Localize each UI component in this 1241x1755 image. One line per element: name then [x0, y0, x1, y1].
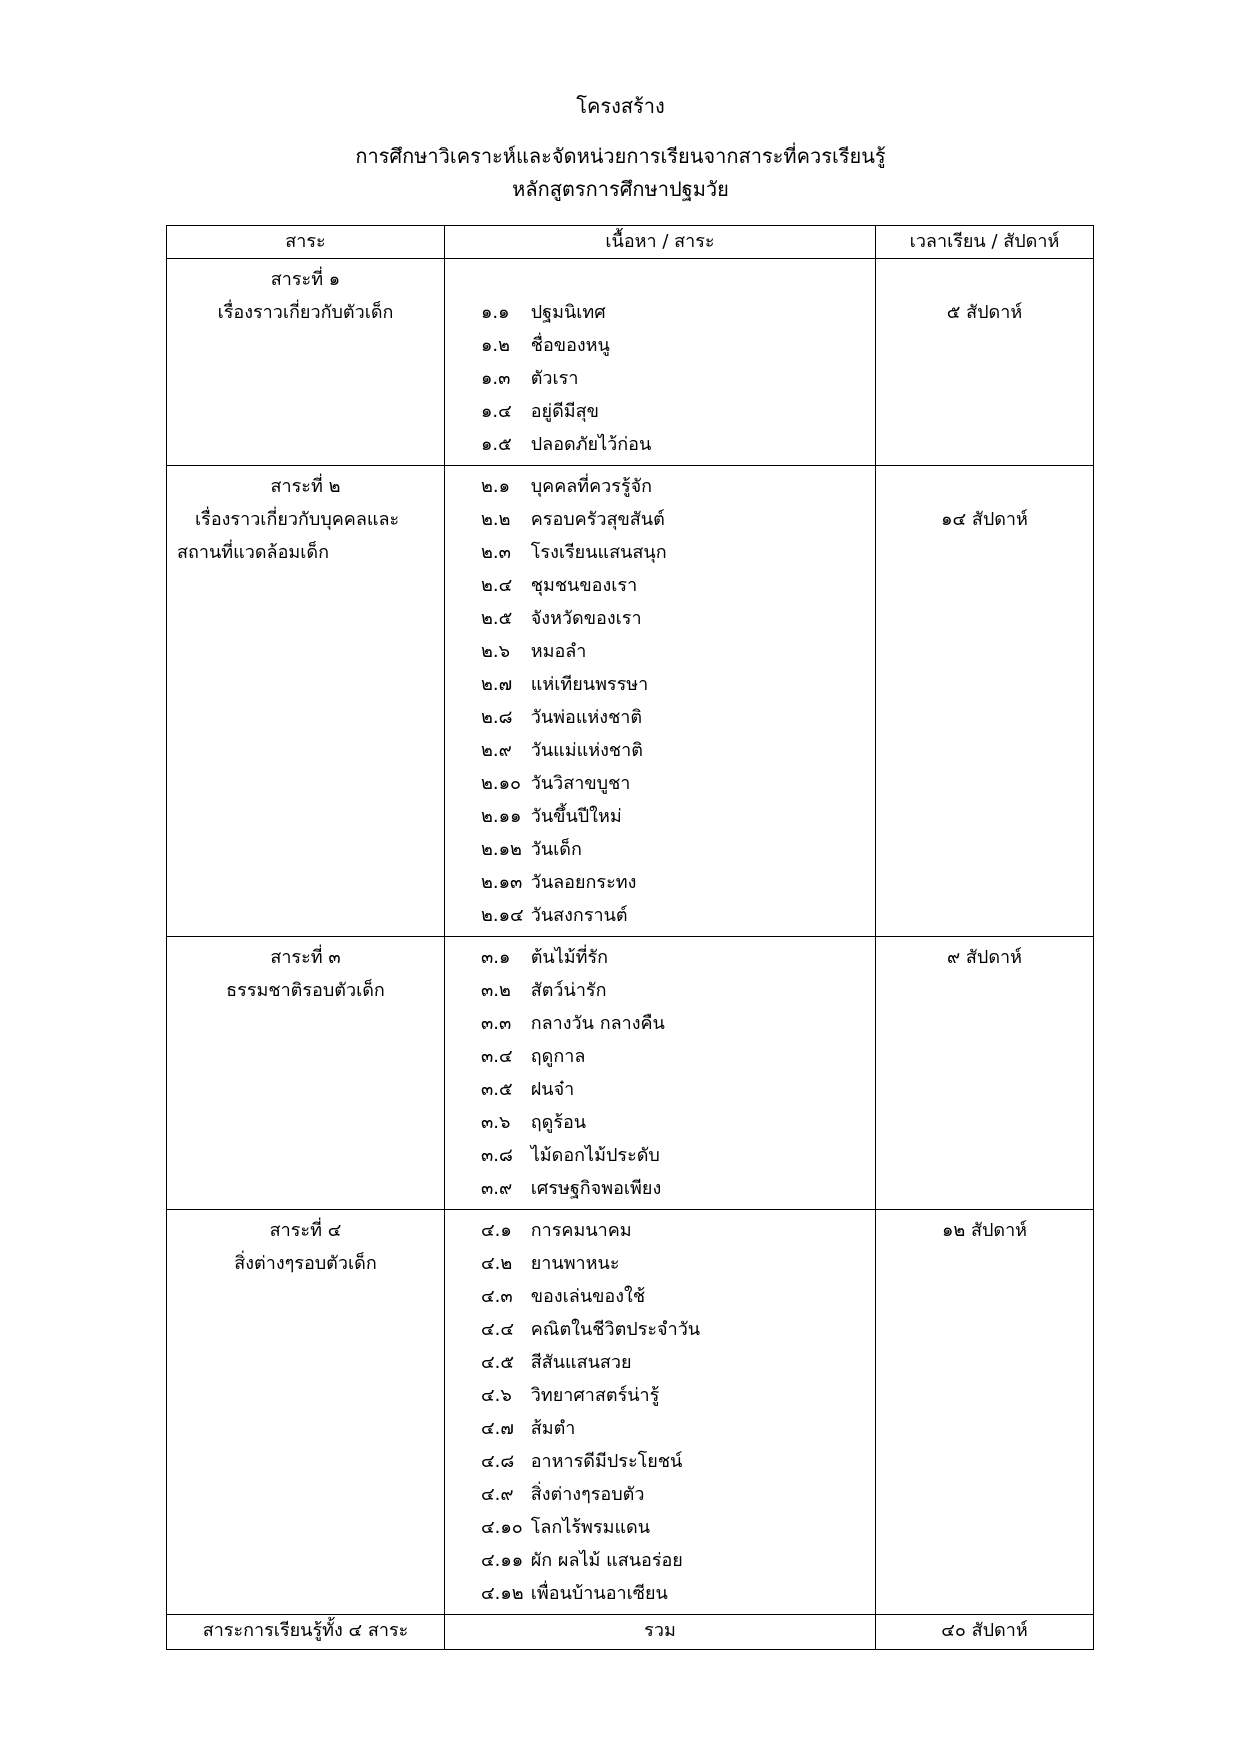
- list-item: ๒.๑๒ วันเด็ก: [481, 839, 582, 860]
- time-cell: [876, 259, 1094, 466]
- list-item: ๓.๘ ไม้ดอกไม้ประดับ: [481, 1145, 660, 1166]
- time-cell: [876, 1210, 1094, 1615]
- list-item: ๔.๑ การคมนาคม: [481, 1220, 632, 1241]
- table-row: [167, 1210, 1094, 1615]
- list-item: ๔.๙ สิ่งต่างๆรอบตัว: [481, 1484, 645, 1505]
- list-item: ๔.๖ วิทยาศาสตร์น่ารู้: [481, 1385, 660, 1406]
- list-item: ๒.๑๑ วันขึ้นปีใหม่: [481, 806, 622, 827]
- subject-number: สาระที่ ๔: [269, 1220, 342, 1241]
- list-item: ๓.๕ ฝนจ๋า: [481, 1079, 575, 1100]
- time-value: ๙ สัปดาห์: [947, 947, 1022, 968]
- table-row: [167, 259, 1094, 466]
- subject-cell: [167, 466, 445, 937]
- list-item: ๒.๔ ชุมชนของเรา: [481, 575, 638, 596]
- list-item: ๑.๑ ปฐมนิเทศ: [481, 302, 606, 323]
- list-item: ๑.๓ ตัวเรา: [481, 368, 579, 389]
- list-item: ๔.๒ ยานพาหนะ: [481, 1253, 620, 1274]
- subject-title: ธรรมชาติรอบตัวเด็ก: [226, 980, 385, 1001]
- page-subtitle: การศึกษาวิเคราะห์และจัดหน่วยการเรียนจากสาระที่ควรเรียนรู้: [355, 144, 886, 168]
- subject-number: สาระที่ ๒: [270, 476, 341, 497]
- list-item: ๒.๒ ครอบครัวสุขสันต์: [481, 509, 665, 530]
- list-item: ๒.๑๓ วันลอยกระทง: [481, 872, 637, 893]
- total-label: สาระการเรียนรู้ทั้ง ๔ สาระ: [167, 1615, 445, 1650]
- time-value: ๑๒ สัปดาห์: [941, 1220, 1028, 1241]
- list-item: ๔.๘ อาหารดีมีประโยชน์: [481, 1451, 683, 1472]
- list-item: ๓.๓ กลางวัน กลางคืน: [481, 1013, 665, 1034]
- list-item: ๒.๙ วันแม่แห่งชาติ: [481, 740, 643, 761]
- list-item: ๑.๔ อยู่ดีมีสุข: [481, 401, 599, 422]
- content-cell: [445, 259, 876, 466]
- table-header-row: [167, 226, 1094, 259]
- list-item: ๑.๒ ชื่อของหนู: [481, 335, 610, 356]
- column-header-subject: สาระ: [167, 226, 445, 259]
- list-item: ๒.๓ โรงเรียนแสนสนุก: [481, 542, 667, 563]
- total-time: ๔๐ สัปดาห์: [876, 1615, 1094, 1650]
- content-cell: [445, 937, 876, 1210]
- list-item: ๒.๑๐ วันวิสาขบูชา: [481, 773, 631, 794]
- subject-title: เรื่องราวเกี่ยวกับตัวเด็ก: [217, 302, 394, 323]
- list-item: ๓.๒ สัตว์น่ารัก: [481, 980, 607, 1001]
- list-item: ๔.๑๐ โลกไร้พรมแดน: [481, 1517, 651, 1538]
- list-item: ๒.๑ บุคคลที่ควรรู้จัก: [481, 476, 653, 497]
- subject-cell: [167, 259, 445, 466]
- list-item: ๔.๕ สีสันแสนสวย: [481, 1352, 632, 1373]
- time-value: ๕ สัปดาห์: [946, 302, 1023, 323]
- subject-cell: [167, 1210, 445, 1615]
- list-item: ๔.๗ ส้มตำ: [481, 1418, 576, 1439]
- page-title: โครงสร้าง: [576, 94, 665, 118]
- subject-number: สาระที่ ๓: [270, 947, 341, 968]
- list-item: ๒.๘ วันพ่อแห่งชาติ: [481, 707, 643, 728]
- total-content: รวม: [445, 1615, 876, 1650]
- table-row: [167, 466, 1094, 937]
- list-item: ๒.๗ แห่เทียนพรรษา: [481, 674, 649, 695]
- subject-cell: [167, 937, 445, 1210]
- column-header-time: เวลาเรียน / สัปดาห์: [876, 226, 1094, 259]
- subject-title: สถานที่แวดล้อมเด็ก: [177, 542, 330, 563]
- time-value: ๑๔ สัปดาห์: [941, 509, 1028, 530]
- content-cell: [445, 466, 876, 937]
- curriculum-name: หลักสูตรการศึกษาปฐมวัย: [512, 177, 729, 201]
- subject-title: สิ่งต่างๆรอบตัวเด็ก: [234, 1253, 377, 1274]
- list-item: ๔.๑๒ เพื่อนบ้านอาเซียน: [481, 1583, 668, 1604]
- subject-number: สาระที่ ๑: [270, 269, 341, 290]
- list-item: ๔.๔ คณิตในชีวิตประจำวัน: [481, 1319, 701, 1340]
- column-header-content: เนื้อหา / สาระ: [445, 226, 876, 259]
- list-item: ๓.๖ ฤดูร้อน: [481, 1112, 587, 1133]
- list-item: ๔.๑๑ ผัก ผลไม้ แสนอร่อย: [481, 1550, 683, 1571]
- time-cell: [876, 937, 1094, 1210]
- list-item: ๒.๖ หมอลำ: [481, 641, 587, 662]
- list-item: ๒.๕ จังหวัดของเรา: [481, 608, 642, 629]
- subject-title: เรื่องราวเกี่ยวกับบุคคลและ: [195, 509, 400, 530]
- list-item: ๓.๑ ต้นไม้ที่รัก: [481, 947, 609, 968]
- list-item: ๑.๕ ปลอดภัยไว้ก่อน: [481, 434, 652, 455]
- list-item: ๓.๔ ฤดูกาล: [481, 1046, 586, 1067]
- list-item: ๒.๑๔ วันสงกรานต์: [481, 905, 628, 926]
- list-item: ๓.๙ เศรษฐกิจพอเพียง: [481, 1178, 662, 1199]
- content-cell: [445, 1210, 876, 1615]
- structure-table: [166, 225, 1094, 1650]
- list-item: ๔.๓ ของเล่นของใช้: [481, 1286, 646, 1307]
- time-cell: [876, 466, 1094, 937]
- total-row: [167, 1615, 1094, 1650]
- table-row: [167, 937, 1094, 1210]
